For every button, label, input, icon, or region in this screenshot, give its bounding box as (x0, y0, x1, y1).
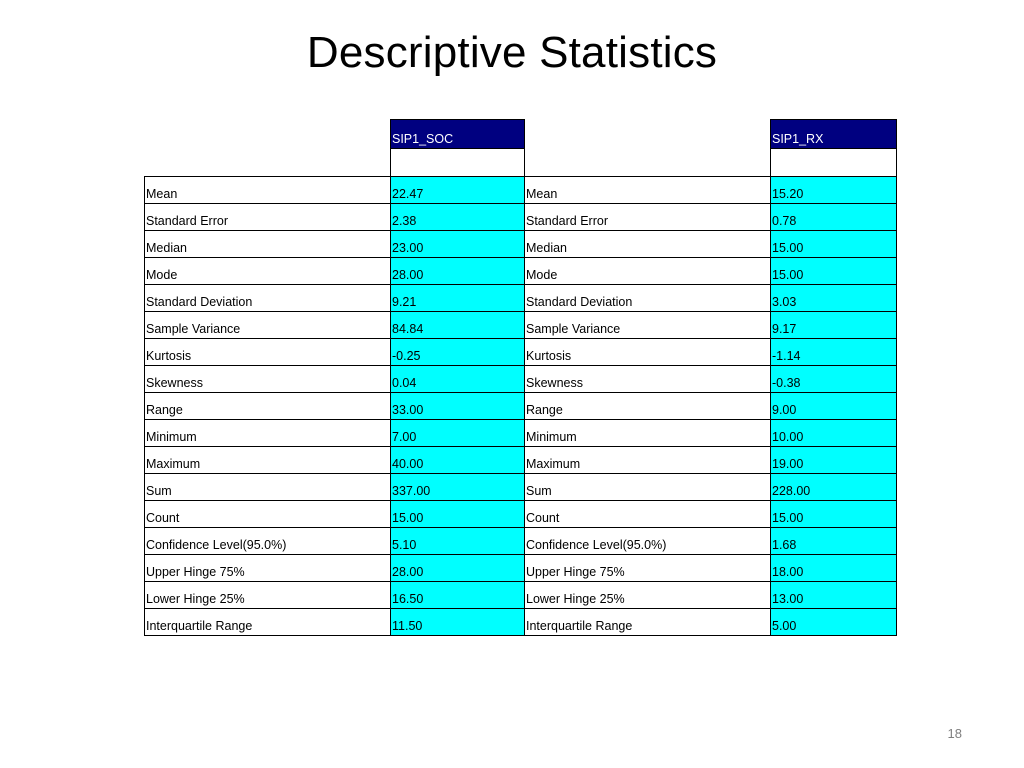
stat-value-rx: 1.68 (771, 528, 897, 555)
stat-value-soc: 337.00 (391, 474, 525, 501)
descriptive-statistics-table (144, 119, 897, 636)
stat-value-soc: 84.84 (391, 312, 525, 339)
stat-label-soc: Mode (145, 258, 391, 285)
table-row (145, 177, 897, 204)
table-row (145, 366, 897, 393)
table-row (145, 231, 897, 258)
page-number: 18 (947, 726, 962, 741)
stat-value-rx: 15.00 (771, 258, 897, 285)
stat-value-soc: 15.00 (391, 501, 525, 528)
stat-value-soc: 23.00 (391, 231, 525, 258)
empty-header-cell (525, 120, 771, 149)
stat-value-rx: 15.00 (771, 231, 897, 258)
stat-value-rx: 10.00 (771, 420, 897, 447)
stat-label-rx: Sample Variance (525, 312, 771, 339)
stat-label-soc: Mean (145, 177, 391, 204)
stat-value-rx: 15.00 (771, 501, 897, 528)
stat-label-rx: Count (525, 501, 771, 528)
stat-value-soc: -0.25 (391, 339, 525, 366)
stat-label-rx: Confidence Level(95.0%) (525, 528, 771, 555)
stat-value-soc: 5.10 (391, 528, 525, 555)
table-header-row (145, 120, 897, 149)
stat-label-soc: Minimum (145, 420, 391, 447)
stat-value-soc: 0.04 (391, 366, 525, 393)
table-row (145, 204, 897, 231)
stat-label-rx: Upper Hinge 75% (525, 555, 771, 582)
stat-value-soc: 22.47 (391, 177, 525, 204)
empty-value-cell (391, 149, 525, 177)
stat-label-soc: Median (145, 231, 391, 258)
stat-value-rx: 228.00 (771, 474, 897, 501)
empty-value-cell (771, 149, 897, 177)
stat-label-rx: Sum (525, 474, 771, 501)
stat-label-rx: Lower Hinge 25% (525, 582, 771, 609)
table-row (145, 474, 897, 501)
empty-cell (145, 149, 391, 177)
empty-header-cell (145, 120, 391, 149)
stat-value-rx: 9.00 (771, 393, 897, 420)
stat-value-soc: 2.38 (391, 204, 525, 231)
stat-value-rx: 18.00 (771, 555, 897, 582)
stat-value-soc: 16.50 (391, 582, 525, 609)
table-row (145, 447, 897, 474)
stat-label-rx: Range (525, 393, 771, 420)
stat-label-soc: Count (145, 501, 391, 528)
stat-label-rx: Mode (525, 258, 771, 285)
stat-label-rx: Mean (525, 177, 771, 204)
table-row (145, 420, 897, 447)
stat-label-soc: Sample Variance (145, 312, 391, 339)
table-row (145, 339, 897, 366)
stat-value-rx: 13.00 (771, 582, 897, 609)
stat-value-rx: 5.00 (771, 609, 897, 636)
stat-label-rx: Standard Deviation (525, 285, 771, 312)
slide-title: Descriptive Statistics (306, 28, 718, 77)
stat-value-rx: 9.17 (771, 312, 897, 339)
stat-value-soc: 33.00 (391, 393, 525, 420)
stat-value-rx: -1.14 (771, 339, 897, 366)
stat-label-rx: Maximum (525, 447, 771, 474)
stat-label-soc: Sum (145, 474, 391, 501)
stat-label-soc: Standard Error (145, 204, 391, 231)
stat-label-soc: Maximum (145, 447, 391, 474)
column-header-sip1-rx: SIP1_RX (771, 120, 897, 149)
stat-value-soc: 28.00 (391, 555, 525, 582)
table-row (145, 393, 897, 420)
stat-value-rx: 19.00 (771, 447, 897, 474)
column-header-sip1-soc: SIP1_SOC (391, 120, 525, 149)
stat-label-rx: Minimum (525, 420, 771, 447)
stat-label-rx: Kurtosis (525, 339, 771, 366)
table-row (145, 609, 897, 636)
stat-label-soc: Skewness (145, 366, 391, 393)
table-row (145, 582, 897, 609)
stat-value-soc: 9.21 (391, 285, 525, 312)
stat-value-rx: 3.03 (771, 285, 897, 312)
table-row (145, 312, 897, 339)
stat-value-rx: -0.38 (771, 366, 897, 393)
stat-value-soc: 11.50 (391, 609, 525, 636)
stat-label-soc: Confidence Level(95.0%) (145, 528, 391, 555)
stat-label-rx: Median (525, 231, 771, 258)
table-row (145, 501, 897, 528)
stat-label-rx: Standard Error (525, 204, 771, 231)
stat-label-soc: Standard Deviation (145, 285, 391, 312)
table-row (145, 258, 897, 285)
table-blank-row (145, 149, 897, 177)
stat-label-rx: Interquartile Range (525, 609, 771, 636)
stat-label-soc: Kurtosis (145, 339, 391, 366)
stat-label-rx: Skewness (525, 366, 771, 393)
stat-label-soc: Upper Hinge 75% (145, 555, 391, 582)
empty-cell (525, 149, 771, 177)
stat-value-soc: 40.00 (391, 447, 525, 474)
table-row (145, 528, 897, 555)
stat-value-soc: 7.00 (391, 420, 525, 447)
table-row (145, 285, 897, 312)
table-row (145, 555, 897, 582)
stat-label-soc: Lower Hinge 25% (145, 582, 391, 609)
stat-label-soc: Range (145, 393, 391, 420)
stat-label-soc: Interquartile Range (145, 609, 391, 636)
stat-value-soc: 28.00 (391, 258, 525, 285)
stat-value-rx: 15.20 (771, 177, 897, 204)
stat-value-rx: 0.78 (771, 204, 897, 231)
